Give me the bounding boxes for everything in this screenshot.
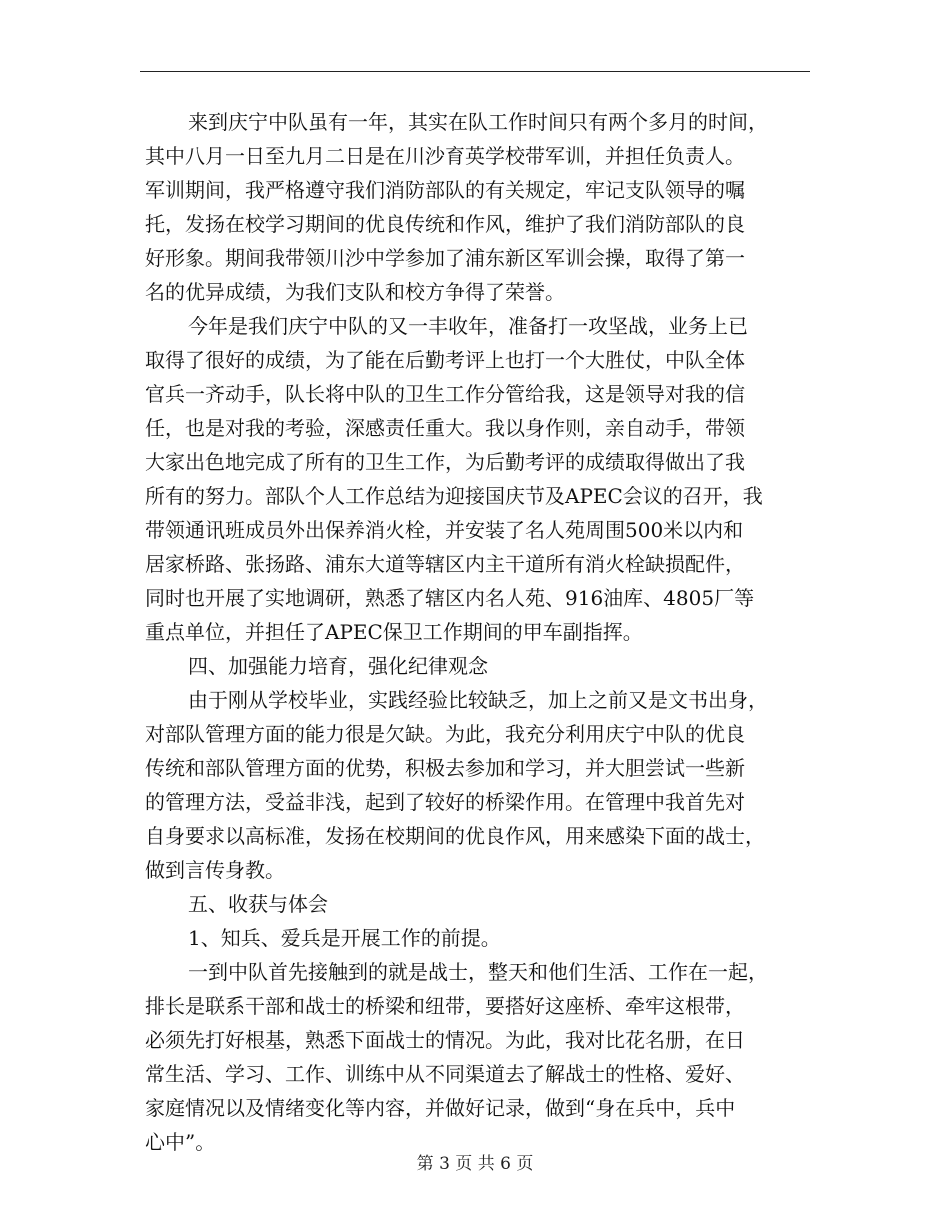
text-line: 自身要求以高标准，发扬在校期间的优良作风，用来感染下面的战士， <box>145 824 765 848</box>
text-line: 任，也是对我的考验，深感责任重大。我以身作则，亲自动手，带领 <box>145 416 745 440</box>
text-line: 官兵一齐动手，队长将中队的卫生工作分管给我，这是领导对我的信 <box>145 382 745 406</box>
text-line: 今年是我们庆宁中队的又一丰收年，准备打一攻坚战，业务上已 <box>188 314 748 338</box>
text-line: 带领通讯班成员外出保养消火栓，并安装了名人苑周围500米以内和 <box>145 518 744 542</box>
subsection-heading: 1、知兵、爱兵是开展工作的前提。 <box>188 926 501 950</box>
text-line: 心中”。 <box>145 1130 216 1154</box>
text-line: 家庭情况以及情绪变化等内容，并做好记录，做到“身在兵中，兵中 <box>145 1096 736 1120</box>
text-line: 重点单位，并担任了APEC保卫工作期间的甲车副指挥。 <box>145 620 643 644</box>
text-line: 军训期间，我严格遵守我们消防部队的有关规定，牢记支队领导的嘱 <box>145 178 745 202</box>
text-line: 居家桥路、张扬路、浦东大道等辖区内主干道所有消火栓缺损配件， <box>145 552 745 576</box>
text-line: 做到言传身教。 <box>145 858 285 882</box>
text-line: 传统和部队管理方面的优势，积极去参加和学习，并大胆尝试一些新 <box>145 756 745 780</box>
text-line: 一到中队首先接触到的就是战士，整天和他们生活、工作在一起， <box>188 960 768 984</box>
text-line: 来到庆宁中队虽有一年，其实在队工作时间只有两个多月的时间， <box>188 110 768 134</box>
text-line: 其中八月一日至九月二日是在川沙育英学校带军训，并担任负责人。 <box>145 144 745 168</box>
section-heading: 五、收获与体会 <box>188 892 328 916</box>
header-rule <box>140 71 810 72</box>
text-line: 的管理方法，受益非浅，起到了较好的桥梁作用。在管理中我首先对 <box>145 790 745 814</box>
section-heading: 四、加强能力培育，强化纪律观念 <box>188 654 488 678</box>
text-line: 大家出色地完成了所有的卫生工作，为后勤考评的成绩取得做出了我 <box>145 450 745 474</box>
text-line: 所有的努力。部队个人工作总结为迎接国庆节及APEC会议的召开，我 <box>145 484 763 508</box>
text-line: 由于刚从学校毕业，实践经验比较缺乏，加上之前又是文书出身， <box>188 688 768 712</box>
text-line: 必须先打好根基，熟悉下面战士的情况。为此，我对比花名册，在日 <box>145 1028 745 1052</box>
text-line: 同时也开展了实地调研，熟悉了辖区内名人苑、916油库、4805厂等 <box>145 586 755 610</box>
text-line: 对部队管理方面的能力很是欠缺。为此，我充分利用庆宁中队的优良 <box>145 722 745 746</box>
text-line: 排长是联系干部和战士的桥梁和纽带，要搭好这座桥、牵牢这根带， <box>145 994 745 1018</box>
text-line: 取得了很好的成绩，为了能在后勤考评上也打一个大胜仗，中队全体 <box>145 348 745 372</box>
text-line: 托，发扬在校学习期间的优良传统和作风，维护了我们消防部队的良 <box>145 212 745 236</box>
page-footer: 第 3 页 共 6 页 <box>416 1154 534 1174</box>
text-line: 好形象。期间我带领川沙中学参加了浦东新区军训会操，取得了第一 <box>145 246 745 270</box>
text-line: 常生活、学习、工作、训练中从不同渠道去了解战士的性格、爱好、 <box>145 1062 745 1086</box>
text-line: 名的优异成绩，为我们支队和校方争得了荣誉。 <box>145 280 565 304</box>
